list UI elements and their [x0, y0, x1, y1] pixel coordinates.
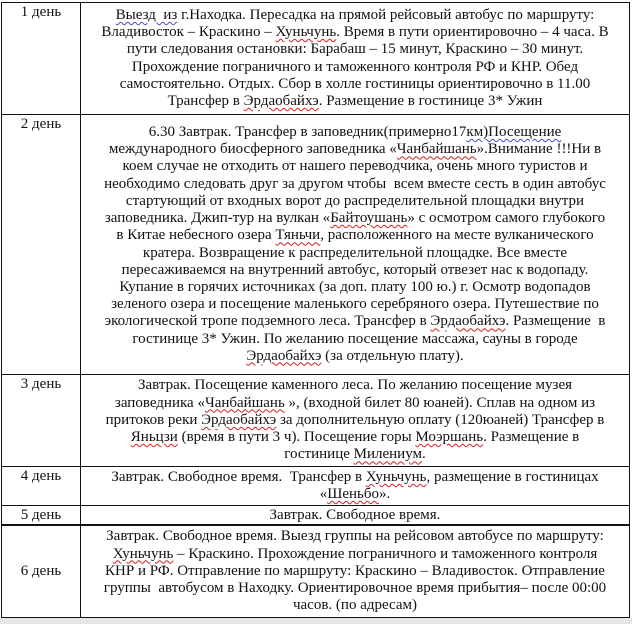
spellcheck-flagged-word: Байтоушань	[330, 210, 408, 227]
description-line	[83, 446, 627, 463]
text-segment: г.Находка. Пересадка на прямой рейсовый автобус по маршруту:	[177, 6, 595, 23]
itinerary-table	[1, 2, 630, 619]
spellcheck-flagged-word: Эрдаобайхэ	[243, 92, 319, 109]
text-segment: часов. (по адресам)	[292, 597, 418, 614]
day-label: 1 день	[2, 3, 81, 115]
text-segment: заповедника. Джип-тур на вулкан «	[104, 210, 331, 227]
text-segment: самостоятельно. Отдых. Сбор в холле гостиницы ориентировочно в 11.00	[119, 75, 591, 92]
text-segment: .	[422, 446, 426, 463]
text-segment: – Краскино. Прохождение пограничного и таможенного контроля	[173, 545, 598, 562]
text-segment: экологической тропе подземного леса. Трансфер в	[104, 313, 431, 330]
text-segment: ».	[379, 486, 391, 502]
text-segment: Завтрак. Свободное время.	[269, 506, 441, 523]
text-segment: кратера. Возвращение к распределительной площадке. Все вместе	[142, 244, 568, 261]
itinerary-row	[2, 115, 630, 375]
text-segment: пути следования остановки: Барабаш – 15 минут, Краскино – 30 минут.	[126, 41, 584, 58]
text-segment: притоков реки	[105, 411, 202, 428]
itinerary-row	[2, 525, 630, 618]
description-line	[83, 24, 627, 41]
day-label: 2 день	[2, 115, 81, 375]
text-segment: Купание в горячих источниках (за доп. плату 100 ю.) г. Осмотр водопадов	[119, 278, 591, 295]
grammar-flagged-text: км)Посещение	[466, 124, 562, 141]
text-segment: Владивосток – Краскино –	[101, 24, 276, 41]
spellcheck-flagged-word: Хуньчунь	[365, 468, 427, 485]
itinerary-row	[2, 375, 630, 467]
text-segment: . Размещение в гостинице 3* Ужин	[318, 92, 543, 109]
spellcheck-flagged-word: Хуньчунь	[275, 24, 337, 41]
text-segment: (время в пути 3 ч). Посещение горы	[177, 429, 416, 446]
spellcheck-flagged-word: Эрдаобайхэ	[430, 313, 506, 330]
description-line	[83, 245, 627, 262]
description-line	[83, 313, 627, 330]
itinerary-row	[2, 467, 630, 506]
text-segment: . Размещение в	[483, 429, 580, 446]
text-segment: (за отдельную плату).	[321, 347, 464, 364]
text-segment: необходимо следовать друг за другом чтобы всем вместе сесть в один автобус	[104, 175, 606, 192]
text-segment: КНР и РФ. Отправление по маршруту: Краскино – Владивосток. Отправление	[105, 562, 605, 579]
text-segment: за дополнительную оплату (120юаней) Трансфер в	[276, 411, 605, 428]
description-line	[83, 279, 627, 296]
description-line	[83, 563, 627, 580]
day-label: 4 день	[2, 467, 81, 506]
description-line	[83, 486, 627, 503]
description-line	[83, 377, 627, 394]
description-line	[83, 262, 627, 279]
text-segment: заповедника «	[114, 394, 205, 411]
description-line	[83, 469, 627, 486]
description-line	[83, 348, 627, 365]
day-description	[81, 467, 630, 506]
description-line	[83, 528, 627, 545]
text-segment: группы автобусом в Находку. Ориентировочное время прибытия– после 00:00	[103, 580, 607, 597]
text-segment: гостинице 3* Ужин. По желанию посещение массажа, сауны в городе	[132, 330, 578, 347]
itinerary-row	[2, 3, 630, 115]
description-line	[83, 412, 627, 429]
description-line	[83, 507, 627, 524]
text-segment: Завтрак. Свободное время. Трансфер в	[111, 468, 366, 485]
day-description	[81, 3, 630, 115]
text-segment: гостинице	[284, 446, 354, 463]
text-segment: Завтрак. Свободное время. Выезд группы на рейсовом автобусе по маршруту:	[106, 528, 604, 545]
description-line	[83, 546, 627, 563]
text-segment: . Время в пути ориентировочно – 4 часа. В	[336, 24, 609, 41]
spellcheck-flagged-word: Эрдаобайхэ	[201, 411, 277, 428]
text-segment: Завтрак. Посещение каменного леса. По желанию посещение музея	[137, 377, 572, 394]
spellcheck-flagged-word: Эрдаобайхэ	[246, 347, 322, 364]
description-line	[83, 158, 627, 175]
text-segment: » с осмотром самого глубокого	[407, 210, 606, 227]
description-line	[83, 76, 627, 93]
day-description	[81, 506, 630, 526]
description-line	[83, 124, 627, 141]
spellcheck-flagged-word: Моэршань	[415, 429, 484, 446]
text-segment: 6.30 Завтрак. Трансфер в заповедник(примерно17	[148, 124, 467, 141]
description-line	[83, 429, 627, 446]
itinerary-body	[2, 3, 630, 619]
spellcheck-flagged-word: Яньцзи	[130, 429, 178, 446]
text-segment: Прохождение пограничного и таможенного контроля РФ и КНР. Обед	[131, 58, 579, 75]
text-segment: в Китае небесного озера	[116, 227, 276, 244]
description-line	[83, 580, 627, 597]
description-line	[83, 210, 627, 227]
description-line	[83, 395, 627, 412]
description-line	[83, 141, 627, 158]
day-description	[81, 115, 630, 375]
day-description	[81, 525, 630, 618]
text-segment: Трансфер в	[167, 92, 244, 109]
text-segment: . Размещение в	[505, 313, 606, 330]
description-line	[83, 193, 627, 210]
grammar-flagged-text: Выезд из	[115, 6, 178, 23]
description-line	[83, 7, 627, 24]
spellcheck-flagged-word: Шеньбо	[327, 486, 380, 502]
text-segment: стартующий от входных ворот до распределительной площадки внутри	[125, 192, 585, 209]
description-line	[83, 227, 627, 244]
spellcheck-flagged-word: Милениум	[353, 446, 422, 463]
text-segment: «	[319, 486, 328, 502]
page-bottom-strip	[0, 618, 632, 624]
text-segment: пересаживаемся на внутренний автобус, который отвезет нас к водопаду.	[121, 261, 589, 278]
text-segment: », (входной билет 80 юаней). Сплав на одном из	[284, 394, 596, 411]
day-description	[81, 375, 630, 467]
description-line	[83, 41, 627, 58]
description-line	[83, 93, 627, 110]
description-line	[83, 176, 627, 193]
spellcheck-flagged-word: Чанбайшань	[396, 141, 477, 158]
text-segment: , размещение в гостиницах	[426, 468, 599, 485]
spellcheck-flagged-word: Хуньчунь	[112, 545, 174, 562]
text-segment: международного биосферного заповедника «	[108, 141, 397, 158]
description-line	[83, 59, 627, 76]
day-label: 3 день	[2, 375, 81, 467]
description-line	[83, 597, 627, 614]
spellcheck-flagged-word: Чанбайшань	[204, 394, 285, 411]
description-line	[83, 331, 627, 348]
day-label: 5 день	[2, 506, 81, 526]
itinerary-row	[2, 506, 630, 526]
day-label: 6 день	[2, 525, 81, 618]
spellcheck-flagged-word: Тяньчи	[275, 227, 321, 244]
description-line	[83, 296, 627, 313]
text-segment: ».Внимание !!!Ни в	[476, 141, 602, 158]
text-segment: зеленого озера и посещение маленького серебряного озера. Путешествие по	[111, 296, 599, 313]
text-segment: , расположенного на месте вулканического	[320, 227, 594, 244]
text-segment: коем случае не отходить от нашего переводчика, очень много туристов и	[122, 158, 588, 175]
